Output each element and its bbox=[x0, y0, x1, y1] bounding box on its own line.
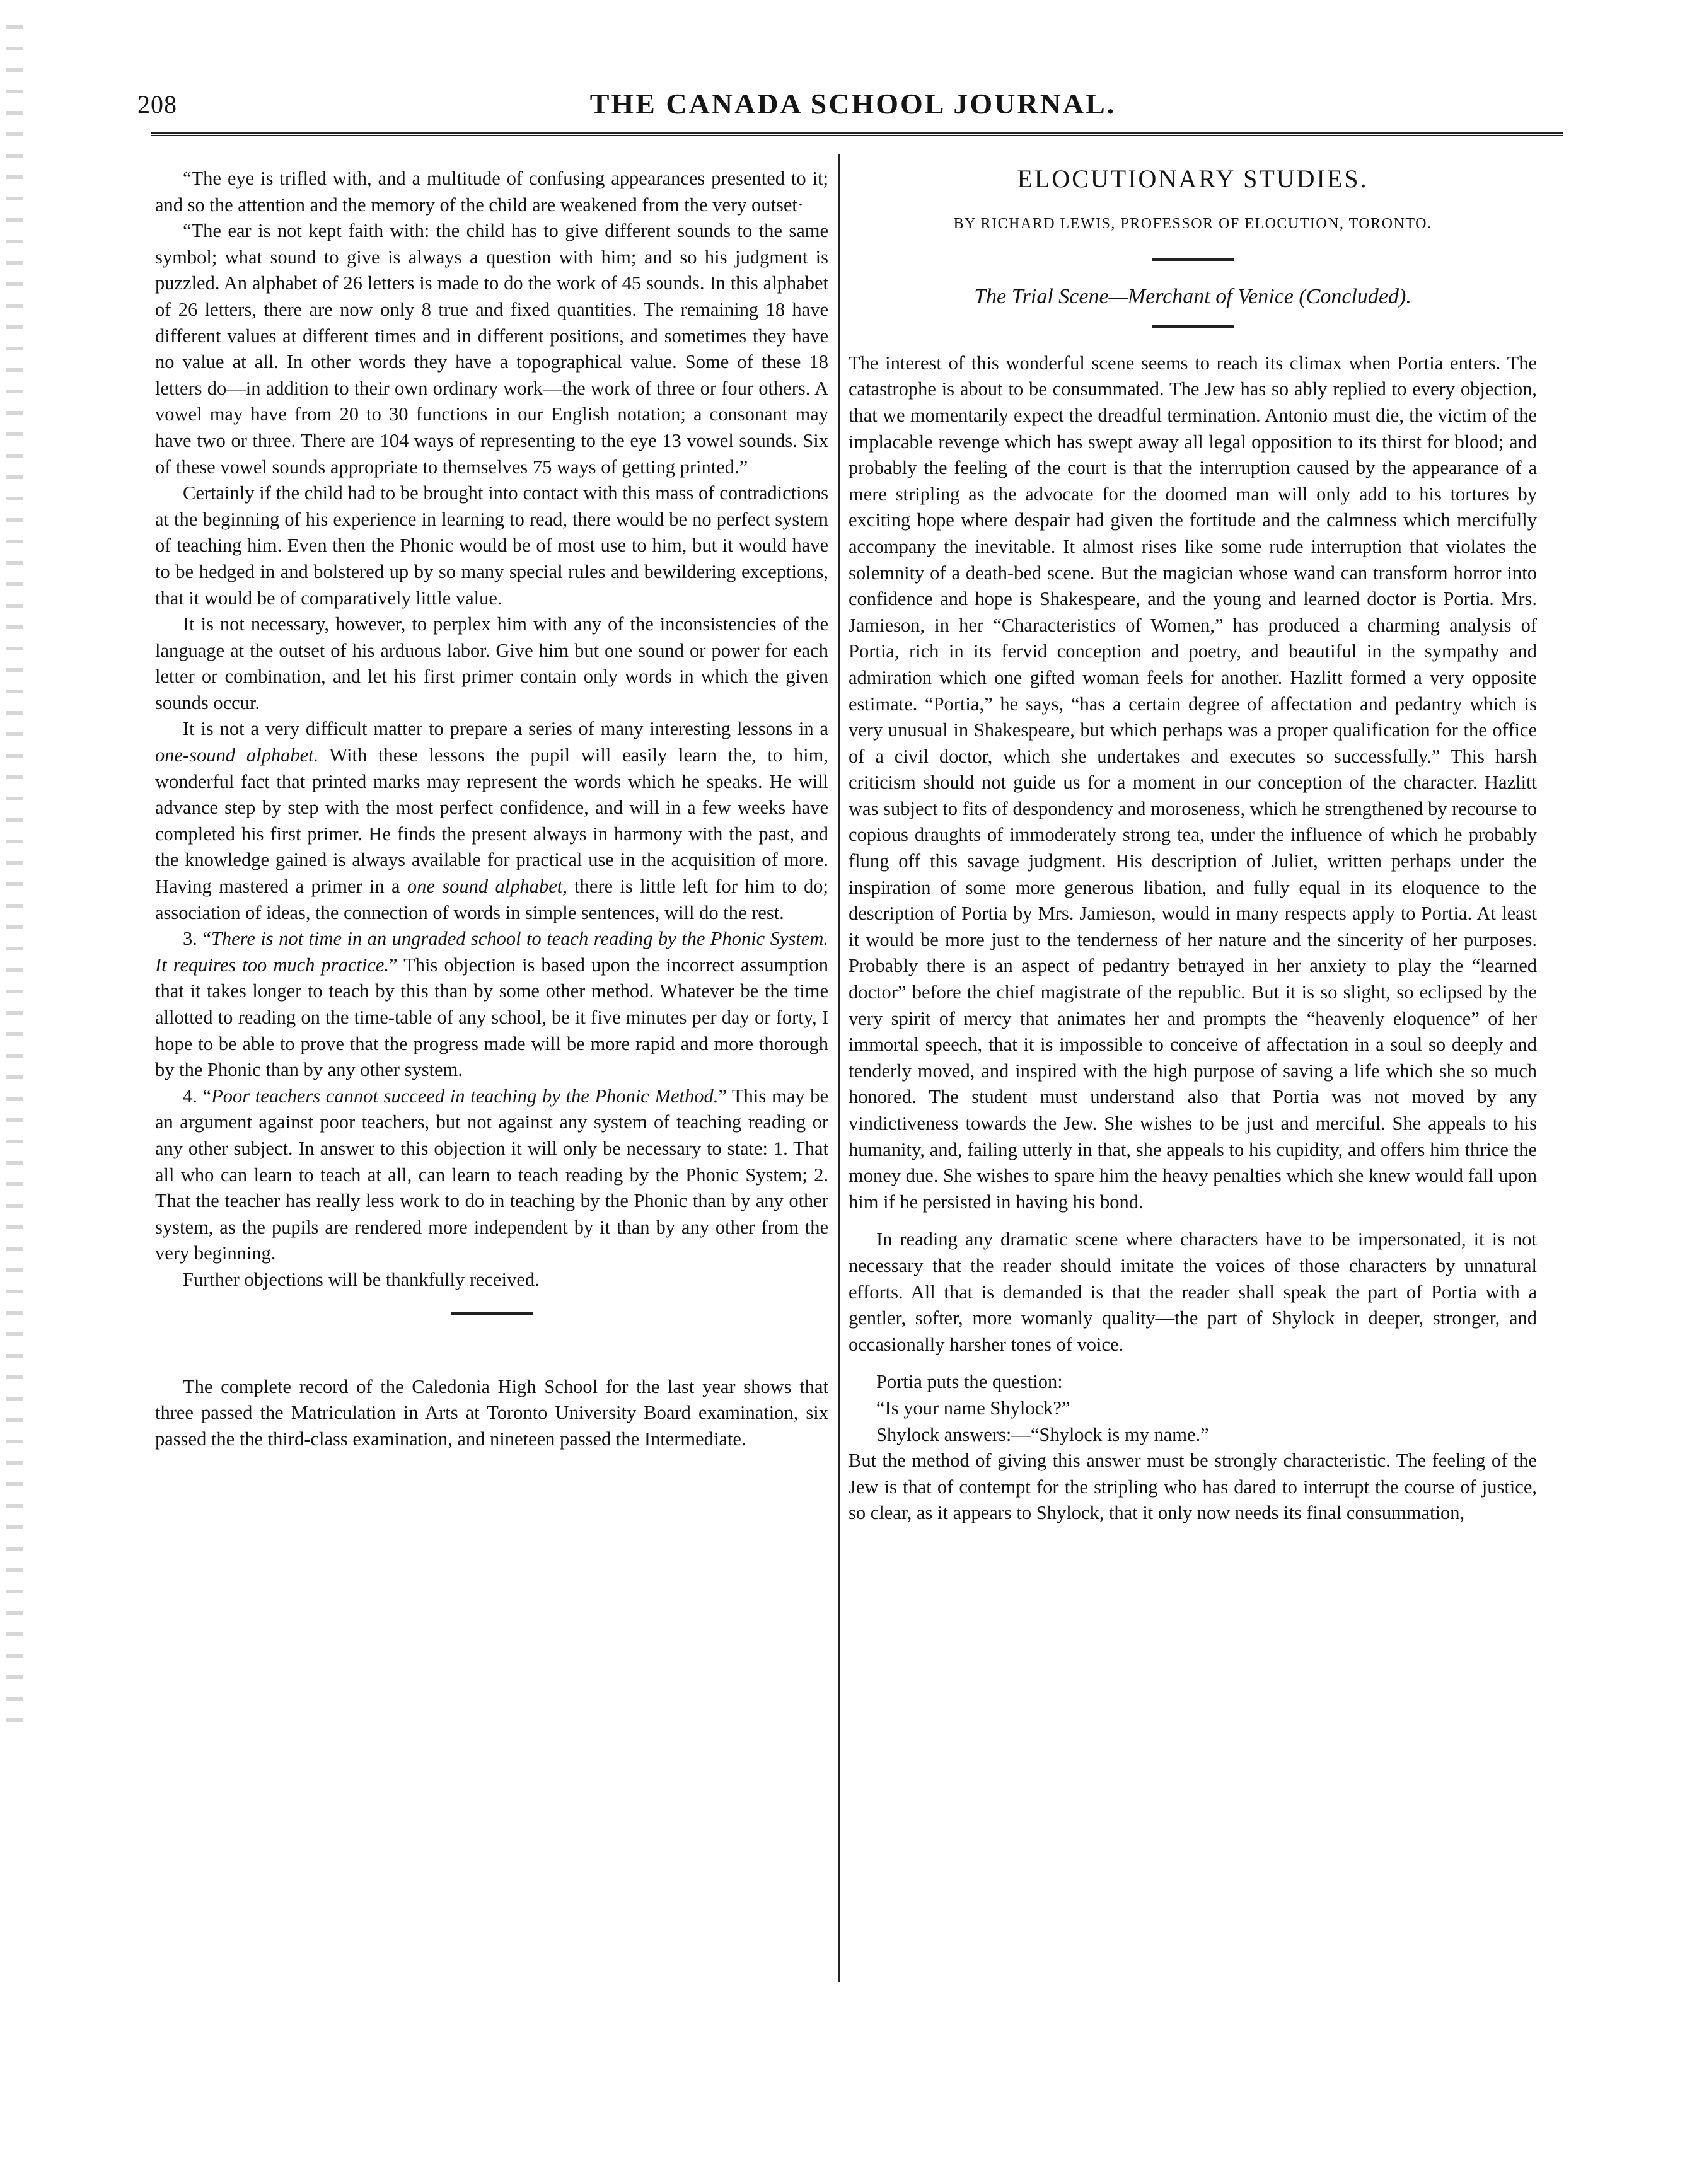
p5-emphasis-1: one-sound alphabet. bbox=[155, 744, 319, 766]
right-column bbox=[849, 166, 1537, 1527]
objection-4-quote: Poor teachers cannot succeed in teaching by the Phonic Method. bbox=[211, 1085, 719, 1107]
column-divider bbox=[838, 154, 840, 1982]
right-final-paragraph: But the method of giving this answer must be strongly characteristic. The feeling of the Jew is that of contempt for the stripling who has dared to interrupt the course of justice, so clear, as it appears to Shylock, that it only now needs its final consummation, bbox=[849, 1450, 1537, 1524]
article-subtitle: The Trial Scene—Merchant of Venice (Concluded). bbox=[974, 285, 1411, 309]
left-paragraph-2: “The ear is not kept faith with: the child has to give different sounds to the same symbol; what sound to give is always a question with him; and so his judgment is puzzled. An alphabet of 26 letters is made to do the work of 45 sounds. In this alphabet of 26 letters, there are now only 8 true and fixed quantities. The remaining 18 have different values at different times and in different positions, and sometimes they have no value at all. In other words they have a topographical value. Some of these 18 letters do—in addition to their own ordinary work—the work of three or four others. A vowel may have from 20 to 30 functions in our English notation; a consonant may have two or three. There are 104 ways of representing to the eye 13 vowel sounds. Six of these vowel sounds appropriate to themselves 75 ways of getting printed.” bbox=[155, 220, 828, 478]
subtitle-rule bbox=[1152, 325, 1234, 328]
paragraph-gap bbox=[849, 1215, 1537, 1227]
page-number: 208 bbox=[137, 90, 177, 118]
left-paragraph-5 bbox=[155, 716, 828, 926]
left-paragraph-objection-4 bbox=[155, 1083, 828, 1267]
p5-text-a: It is not a very difficult matter to prepare a series of many interesting lessons in a bbox=[183, 718, 828, 740]
objection-3-quote: There is not time in an ungraded school to teach reading by the Phonic System. It requires too much practice. bbox=[155, 928, 828, 976]
objection-4-text: ” This may be an argument against poor teachers, but not against any system of teaching reading or any other subject. In answer to this objection it will only be necessary to state: 1. That all who can learn to teach at all, can learn to teach reading by the Phonic System; 2. That the teacher has really less work to do in teaching by the Phonic than by any other system, as the pupils are rendered more independent by it than by any other from the very beginning. bbox=[155, 1085, 828, 1264]
dialogue-line-3: Shylock answers:—“Shylock is my name.” bbox=[876, 1423, 1209, 1445]
byline-rule bbox=[1152, 258, 1234, 261]
objection-4-number: 4. “ bbox=[183, 1085, 212, 1107]
p5-emphasis-2: one sound alphabet, bbox=[407, 875, 567, 898]
left-column bbox=[155, 166, 828, 1452]
left-paragraph-objection-3 bbox=[155, 926, 828, 1083]
section-title: ELOCUTIONARY STUDIES. bbox=[1017, 165, 1369, 193]
dialogue-line-1: Portia puts the question: bbox=[876, 1371, 1063, 1393]
closing-line: Further objections will be thankfully received. bbox=[183, 1268, 540, 1290]
scan-edge-noise bbox=[6, 25, 23, 1727]
objection-3-number: 3. “ bbox=[183, 928, 211, 950]
section-separator-rule bbox=[451, 1312, 533, 1315]
right-paragraph-1: The interest of this wonderful scene seems to reach its climax when Portia enters. The catastrophe is about to be consummated. The Jew has so ably replied to every objection, that we momentarily expect the dreadful termination. Antonio must die, the victim of the implacable revenge which has swept away all legal opposition to its thirst for blood; and probably the feeling of the court is that the interruption caused by the appearance of a mere stripling as the advocate for the doomed man will only add to his tortures by exciting hope where despair had given the fortitude and the calmness which mercifully accompany the inevitable. It almost rises like some rude interruption that violates the solemnity of a death-bed scene. But the magician whose wand can transform horror into confidence and hope is Shakespeare, and the young and learned doctor is Portia. Mrs. Jamieson, in her “Characteristics of Women,” has produced a charming analysis of Portia, rich in its fervid conception and poetry, and beautiful in the sympathy and admiration which one gifted woman feels for another. Hazlitt formed a very opposite estimate. “Portia,” he says, “has a certain degree of affectation and pedantry which is very unusual in Shakespeare, but which perhaps was a proper qualification for the office of a civil doctor, which she undertakes and executes so successfully.” This harsh criticism should not guide us for a moment in our conception of the character. Hazlitt was subject to fits of despondency and moroseness, which he strengthened by recourse to copious draughts of immoderately strong tea, under the influence of which he probably flung off this savage judgment. His description of Juliet, written perhaps under the inspiration of some more generous libation, and fully equal in its eloquence to the description of Portia by Mrs. Jamieson, would in many respects apply to Portia. At least it would be more just to the tenderness of her nature and the sincerity of her purposes. Probably there is an aspect of pedantry betrayed in her anxiety to play the “learned doctor” before the chief magistrate of the republic. But it is so slight, so eclipsed by the very spirit of mercy that animates her and prompts the “heavenly eloquence” of her immortal speech, that it is impossible to conceive of affectation in a soul so deeply and tenderly moved, and inspired with the high purpose of saving a life which she so much honored. The student must understand also that Portia was not moved by any vindictiveness towards the Jew. She wishes to be just and merciful. She appeals to his humanity, and, failing utterly in that, she appeals to his cupidity, and offers him thrice the money due. She wishes to spare him the heavy penalties which she knew would fall upon him if he persisted in having his bond. bbox=[849, 352, 1537, 1213]
right-paragraph-2: In reading any dramatic scene where characters have to be impersonated, it is not necessary that the reader should imitate the voices of those characters by unnatural efforts. All that is demanded is that the reader shall speak the part of Portia with a gentler, softer, more womanly quality—the part of Shylock in deeper, stronger, and occasionally harsher tones of voice. bbox=[849, 1228, 1537, 1355]
dialogue-line-2: “Is your name Shylock?” bbox=[876, 1397, 1070, 1419]
page-header bbox=[137, 87, 1568, 125]
p5-text-c: there is little left for him to do; association of ideas, the connection of words in simple sentences, will do the rest. bbox=[155, 875, 828, 923]
left-paragraph-3: Certainly if the child had to be brought into contact with this mass of contradictions at the beginning of his experience in learning to read, there would be no perfect system of teaching him. Even then the Phonic would be of most use to him, but it would have to be hedged in and bolstered up by so many special rules and bewildering exceptions, that it would be of comparatively little value. bbox=[155, 482, 828, 609]
p5-text-b: With these lessons the pupil will easily learn the, to him, wonderful fact that printed marks may represent the words which he speaks. He will advance step by step with the most perfect confidence, and will in a few weeks have completed his first primer. He finds the present always in harmony with the past, and the knowledge gained is always available for practical use in the acquisition of more. Having mastered a primer in a bbox=[155, 744, 828, 898]
header-rule bbox=[151, 132, 1563, 136]
left-paragraph-1: “The eye is trifled with, and a multitude of confusing appearances presented to it; and so the attention and the memory of the child are weakened from the very outset· bbox=[155, 168, 828, 216]
caledonia-note: The complete record of the Caledonia High School for the last year shows that three passed the Matriculation in Arts at Toronto University Board examination, six passed the the third-class examination, and nineteen passed the Intermediate. bbox=[155, 1375, 828, 1450]
paragraph-gap bbox=[849, 1358, 1537, 1369]
left-paragraph-4: It is not necessary, however, to perplex him with any of the inconsistencies of the language at the outset of his arduous labor. Give him but one sound or power for each letter or combination, and let his first primer contain only words in which the given sounds occur. bbox=[155, 613, 828, 714]
byline: BY RICHARD LEWIS, PROFESSOR OF ELOCUTION, TORONTO. bbox=[953, 215, 1432, 232]
journal-title: THE CANADA SCHOOL JOURNAL. bbox=[589, 88, 1116, 120]
objection-3-text: ” This objection is based upon the incorrect assumption that it takes longer to teach by this than by some other method. Whatever be the time allotted to reading on the time-table of any school, be it five minutes per day or forty, I hope to be able to prove that the progress made will be more rapid and more thorough by the Phonic than by any other system. bbox=[155, 954, 829, 1081]
